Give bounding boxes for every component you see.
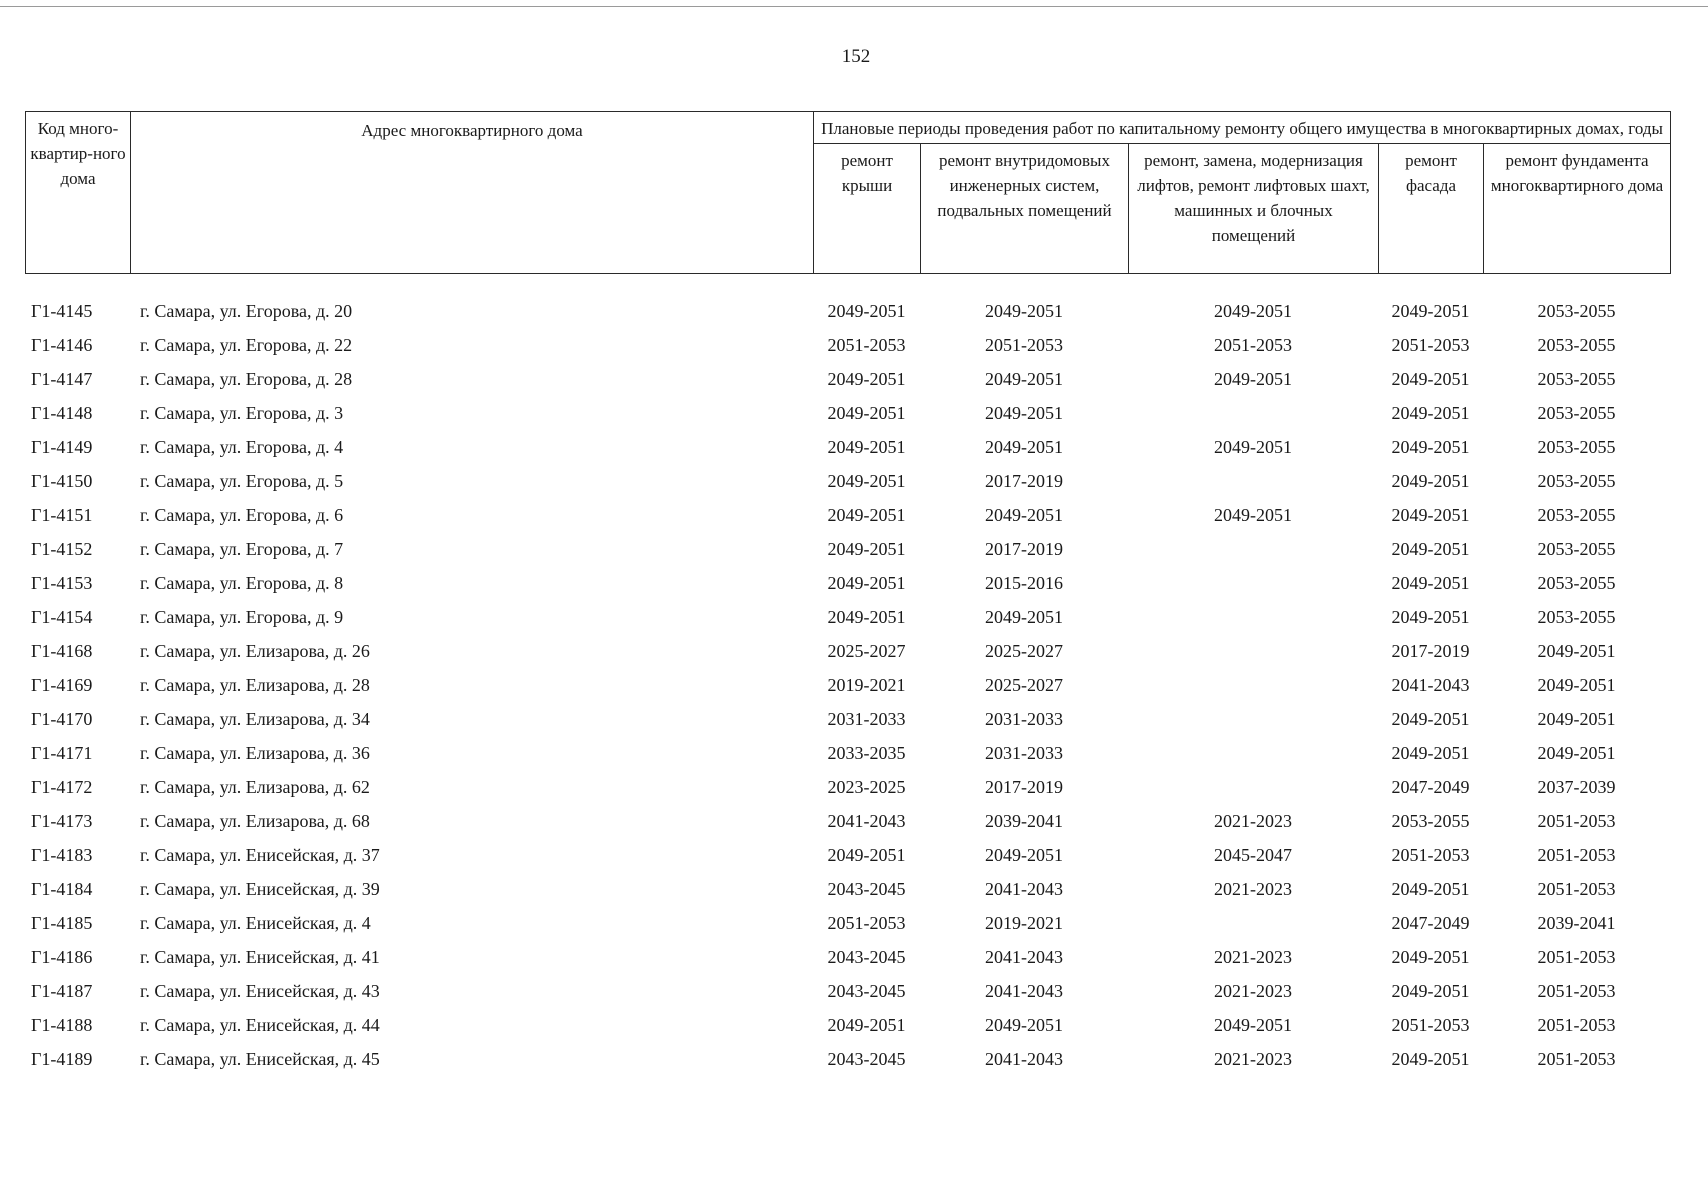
cell-address: г. Самара, ул. Егорова, д. 9	[140, 607, 344, 627]
cell-code: Г1-4186	[31, 947, 93, 967]
cell-lifts	[1128, 396, 1378, 430]
cell-address: г. Самара, ул. Елизарова, д. 62	[140, 777, 370, 797]
cell-address: г. Самара, ул. Енисейская, д. 45	[140, 1049, 380, 1069]
cell-roof: 2049-2051	[827, 301, 906, 321]
cell-systems: 2019-2021	[985, 913, 1063, 933]
table-row	[25, 532, 1670, 566]
cell-systems: 2017-2019	[985, 471, 1063, 491]
cell-facade: 2049-2051	[1391, 369, 1470, 389]
cell-address: г. Самара, ул. Енисейская, д. 39	[140, 879, 380, 899]
cell-code: Г1-4183	[31, 845, 93, 865]
cell-systems: 2041-2043	[985, 947, 1063, 967]
cell-systems: 2031-2033	[985, 709, 1063, 729]
cell-systems: 2049-2051	[985, 845, 1063, 865]
table-row	[25, 362, 1670, 396]
table-row	[25, 1042, 1670, 1076]
cell-facade: 2049-2051	[1391, 709, 1470, 729]
table-row	[25, 872, 1670, 906]
cell-facade: 2049-2051	[1391, 539, 1470, 559]
cell-lifts	[1128, 600, 1378, 634]
cell-code: Г1-4171	[31, 743, 93, 763]
cell-lifts: 2049-2051	[1214, 301, 1292, 321]
cell-roof: 2019-2021	[827, 675, 906, 695]
cell-lifts	[1128, 464, 1378, 498]
table-row	[25, 328, 1670, 362]
cell-address: г. Самара, ул. Егорова, д. 22	[140, 335, 353, 355]
cell-facade: 2049-2051	[1391, 947, 1470, 967]
cell-address: г. Самара, ул. Егорова, д. 5	[140, 471, 344, 491]
cell-address: г. Самара, ул. Енисейская, д. 4	[140, 913, 371, 933]
cell-foundation: 2051-2053	[1537, 845, 1616, 865]
table-row	[25, 430, 1670, 464]
cell-systems: 2051-2053	[985, 335, 1063, 355]
table-row	[25, 804, 1670, 838]
cell-lifts	[1128, 770, 1378, 804]
cell-roof: 2049-2051	[827, 607, 906, 627]
table-row	[25, 1008, 1670, 1042]
header-facade: ремонт фасада	[1379, 144, 1484, 274]
cell-systems: 2025-2027	[985, 641, 1063, 661]
cell-code: Г1-4187	[31, 981, 93, 1001]
cell-code: Г1-4185	[31, 913, 93, 933]
cell-address: г. Самара, ул. Енисейская, д. 43	[140, 981, 380, 1001]
cell-address: г. Самара, ул. Енисейская, д. 41	[140, 947, 380, 967]
cell-address: г. Самара, ул. Енисейская, д. 37	[140, 845, 380, 865]
cell-roof: 2049-2051	[827, 471, 906, 491]
table-row	[25, 974, 1670, 1008]
cell-systems: 2039-2041	[985, 811, 1063, 831]
cell-facade: 2047-2049	[1391, 777, 1470, 797]
cell-facade: 2051-2053	[1391, 1015, 1470, 1035]
cell-code: Г1-4169	[31, 675, 93, 695]
table-row	[25, 736, 1670, 770]
cell-roof: 2049-2051	[827, 403, 906, 423]
cell-facade: 2049-2051	[1391, 505, 1470, 525]
cell-foundation: 2053-2055	[1537, 437, 1616, 457]
cell-code: Г1-4188	[31, 1015, 93, 1035]
cell-address: г. Самара, ул. Егорова, д. 6	[140, 505, 344, 525]
cell-roof: 2049-2051	[827, 369, 906, 389]
cell-foundation: 2051-2053	[1537, 947, 1616, 967]
cell-facade: 2049-2051	[1391, 437, 1470, 457]
cell-facade: 2049-2051	[1391, 1049, 1470, 1069]
cell-address: г. Самара, ул. Егорова, д. 28	[140, 369, 353, 389]
cell-roof: 2033-2035	[827, 743, 906, 763]
cell-roof: 2031-2033	[827, 709, 906, 729]
data-table	[25, 294, 1670, 1076]
cell-systems: 2049-2051	[985, 437, 1063, 457]
table-header	[25, 111, 1671, 274]
cell-foundation: 2037-2039	[1537, 777, 1616, 797]
cell-facade: 2053-2055	[1391, 811, 1470, 831]
cell-systems: 2041-2043	[985, 1049, 1063, 1069]
table-row	[25, 600, 1670, 634]
cell-systems: 2049-2051	[985, 607, 1063, 627]
cell-roof: 2043-2045	[827, 879, 906, 899]
cell-roof: 2025-2027	[827, 641, 906, 661]
cell-roof: 2043-2045	[827, 1049, 906, 1069]
cell-code: Г1-4152	[31, 539, 93, 559]
cell-address: г. Самара, ул. Егорова, д. 20	[140, 301, 353, 321]
cell-address: г. Самара, ул. Енисейская, д. 44	[140, 1015, 380, 1035]
cell-facade: 2041-2043	[1391, 675, 1470, 695]
cell-systems: 2031-2033	[985, 743, 1063, 763]
cell-lifts: 2021-2023	[1214, 811, 1292, 831]
cell-lifts	[1128, 532, 1378, 566]
cell-foundation: 2051-2053	[1537, 879, 1616, 899]
cell-systems: 2049-2051	[985, 369, 1063, 389]
cell-code: Г1-4150	[31, 471, 93, 491]
cell-roof: 2051-2053	[827, 913, 906, 933]
cell-lifts	[1128, 702, 1378, 736]
cell-roof: 2043-2045	[827, 947, 906, 967]
cell-facade: 2049-2051	[1391, 573, 1470, 593]
cell-lifts: 2051-2053	[1214, 335, 1292, 355]
cell-address: г. Самара, ул. Елизарова, д. 68	[140, 811, 370, 831]
cell-facade: 2049-2051	[1391, 607, 1470, 627]
cell-foundation: 2049-2051	[1537, 709, 1616, 729]
header-roof: ремонт крыши	[814, 144, 921, 274]
cell-code: Г1-4151	[31, 505, 93, 525]
cell-facade: 2051-2053	[1391, 335, 1470, 355]
cell-lifts: 2021-2023	[1214, 1049, 1292, 1069]
cell-foundation: 2049-2051	[1537, 641, 1616, 661]
table-row	[25, 668, 1670, 702]
table-row	[25, 294, 1670, 328]
cell-lifts: 2049-2051	[1214, 369, 1292, 389]
table-row	[25, 906, 1670, 940]
cell-lifts: 2021-2023	[1214, 947, 1292, 967]
table-row	[25, 396, 1670, 430]
cell-code: Г1-4170	[31, 709, 93, 729]
cell-code: Г1-4189	[31, 1049, 93, 1069]
cell-lifts: 2021-2023	[1214, 981, 1292, 1001]
cell-lifts	[1128, 566, 1378, 600]
table-row	[25, 464, 1670, 498]
cell-systems: 2025-2027	[985, 675, 1063, 695]
page-number: 152	[841, 46, 871, 67]
cell-code: Г1-4149	[31, 437, 93, 457]
cell-lifts: 2049-2051	[1214, 437, 1292, 457]
cell-roof: 2041-2043	[827, 811, 906, 831]
cell-roof: 2049-2051	[827, 539, 906, 559]
cell-facade: 2049-2051	[1391, 743, 1470, 763]
cell-foundation: 2051-2053	[1537, 811, 1616, 831]
cell-code: Г1-4173	[31, 811, 93, 831]
cell-code: Г1-4184	[31, 879, 93, 899]
cell-facade: 2051-2053	[1391, 845, 1470, 865]
cell-roof: 2049-2051	[827, 845, 906, 865]
cell-lifts: 2049-2051	[1214, 505, 1292, 525]
cell-facade: 2047-2049	[1391, 913, 1470, 933]
header-lifts: ремонт, замена, модернизация лифтов, ремонт лифтовых шахт, машинных и блочных помещений	[1129, 144, 1379, 274]
cell-address: г. Самара, ул. Елизарова, д. 34	[140, 709, 370, 729]
cell-code: Г1-4147	[31, 369, 93, 389]
header-address: Адрес многоквартирного дома	[131, 112, 814, 274]
cell-lifts	[1128, 634, 1378, 668]
cell-foundation: 2053-2055	[1537, 335, 1616, 355]
cell-systems: 2049-2051	[985, 1015, 1063, 1035]
cell-foundation: 2049-2051	[1537, 675, 1616, 695]
cell-facade: 2049-2051	[1391, 403, 1470, 423]
cell-systems: 2049-2051	[985, 505, 1063, 525]
table-row	[25, 702, 1670, 736]
header-code: Код много-квартир-ного дома	[26, 112, 131, 274]
cell-foundation: 2051-2053	[1537, 1015, 1616, 1035]
cell-code: Г1-4145	[31, 301, 93, 321]
cell-foundation: 2053-2055	[1537, 573, 1616, 593]
cell-facade: 2049-2051	[1391, 879, 1470, 899]
table-row	[25, 566, 1670, 600]
table-row	[25, 940, 1670, 974]
cell-foundation: 2053-2055	[1537, 301, 1616, 321]
cell-systems: 2017-2019	[985, 777, 1063, 797]
cell-roof: 2049-2051	[827, 573, 906, 593]
top-scan-rule	[0, 6, 1708, 7]
cell-facade: 2049-2051	[1391, 301, 1470, 321]
cell-systems: 2017-2019	[985, 539, 1063, 559]
cell-code: Г1-4148	[31, 403, 93, 423]
cell-systems: 2049-2051	[985, 301, 1063, 321]
cell-code: Г1-4172	[31, 777, 93, 797]
cell-address: г. Самара, ул. Елизарова, д. 26	[140, 641, 370, 661]
cell-foundation: 2053-2055	[1537, 539, 1616, 559]
table-body	[25, 294, 1670, 1076]
cell-foundation: 2049-2051	[1537, 743, 1616, 763]
cell-systems: 2049-2051	[985, 403, 1063, 423]
cell-address: г. Самара, ул. Егорова, д. 8	[140, 573, 344, 593]
cell-address: г. Самара, ул. Егорова, д. 4	[140, 437, 344, 457]
cell-code: Г1-4154	[31, 607, 93, 627]
table-row	[25, 838, 1670, 872]
cell-facade: 2017-2019	[1391, 641, 1470, 661]
cell-roof: 2049-2051	[827, 1015, 906, 1035]
cell-code: Г1-4146	[31, 335, 93, 355]
cell-facade: 2049-2051	[1391, 981, 1470, 1001]
cell-foundation: 2053-2055	[1537, 471, 1616, 491]
cell-roof: 2043-2045	[827, 981, 906, 1001]
cell-code: Г1-4153	[31, 573, 93, 593]
cell-foundation: 2053-2055	[1537, 607, 1616, 627]
cell-address: г. Самара, ул. Елизарова, д. 36	[140, 743, 370, 763]
cell-roof: 2049-2051	[827, 505, 906, 525]
cell-foundation: 2039-2041	[1537, 913, 1616, 933]
cell-address: г. Самара, ул. Егорова, д. 7	[140, 539, 344, 559]
cell-lifts	[1128, 668, 1378, 702]
cell-address: г. Самара, ул. Егорова, д. 3	[140, 403, 344, 423]
cell-lifts: 2049-2051	[1214, 1015, 1292, 1035]
table-row	[25, 634, 1670, 668]
cell-foundation: 2053-2055	[1537, 403, 1616, 423]
cell-roof: 2023-2025	[827, 777, 906, 797]
cell-roof: 2049-2051	[827, 437, 906, 457]
header-systems: ремонт внутридомовых инженерных систем, подвальных помещений	[921, 144, 1129, 274]
cell-foundation: 2053-2055	[1537, 505, 1616, 525]
cell-foundation: 2053-2055	[1537, 369, 1616, 389]
cell-lifts: 2021-2023	[1214, 879, 1292, 899]
cell-address: г. Самара, ул. Елизарова, д. 28	[140, 675, 370, 695]
cell-roof: 2051-2053	[827, 335, 906, 355]
cell-lifts: 2045-2047	[1214, 845, 1292, 865]
table-row	[25, 498, 1670, 532]
cell-lifts	[1128, 906, 1378, 940]
cell-lifts	[1128, 736, 1378, 770]
cell-systems: 2041-2043	[985, 879, 1063, 899]
cell-systems: 2041-2043	[985, 981, 1063, 1001]
cell-foundation: 2051-2053	[1537, 981, 1616, 1001]
table-row	[25, 770, 1670, 804]
cell-foundation: 2051-2053	[1537, 1049, 1616, 1069]
header-foundation: ремонт фундамента многоквартирного дома	[1484, 144, 1671, 274]
cell-systems: 2015-2016	[985, 573, 1063, 593]
cell-facade: 2049-2051	[1391, 471, 1470, 491]
cell-code: Г1-4168	[31, 641, 93, 661]
header-periods-group: Плановые периоды проведения работ по капитальному ремонту общего имущества в многоквартирных домах, годы	[814, 112, 1671, 144]
